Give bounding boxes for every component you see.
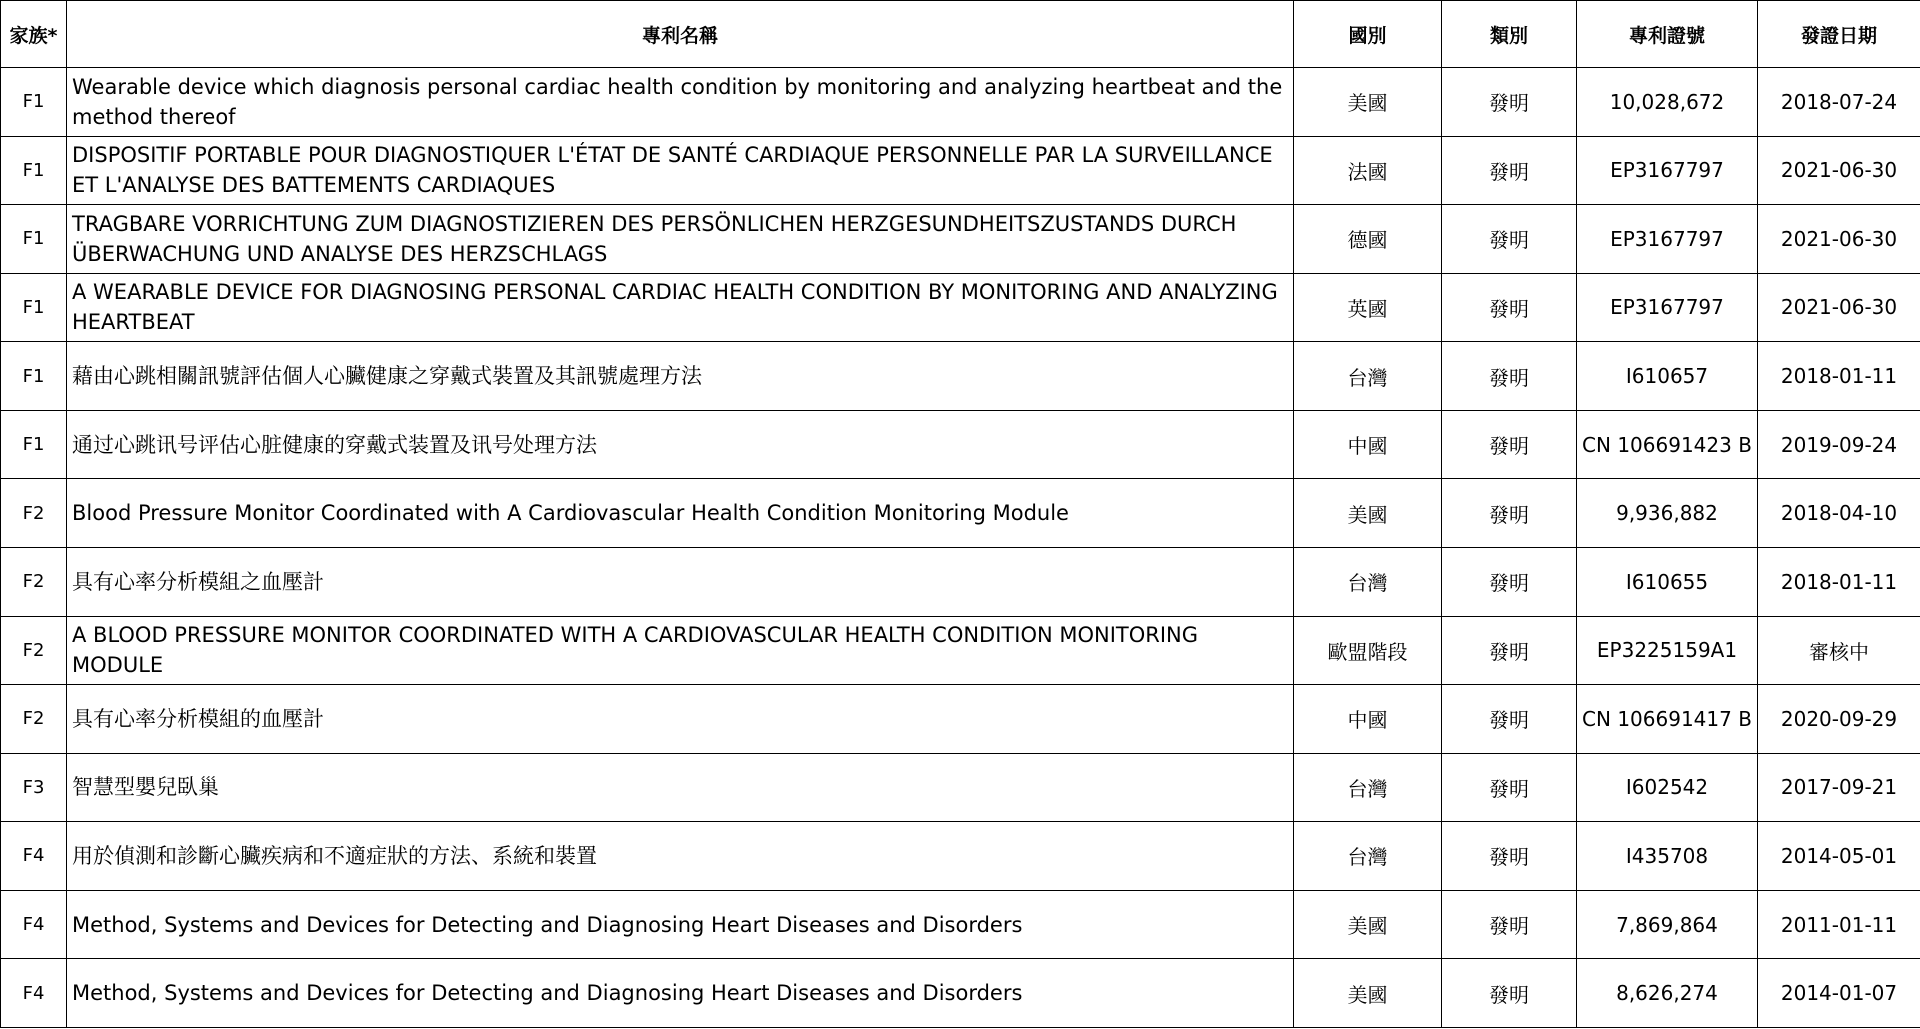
cell-date: 2017-09-21 (1758, 753, 1920, 822)
cell-date: 2019-09-24 (1758, 410, 1920, 479)
table-row (1, 410, 1920, 479)
cell-country: 台灣 (1294, 822, 1442, 891)
cell-patent-no: CN 106691417 B (1577, 685, 1758, 754)
table-body (1, 68, 1920, 1028)
cell-type: 發明 (1442, 136, 1577, 205)
cell-date: 2020-09-29 (1758, 685, 1920, 754)
table-row (1, 68, 1920, 137)
cell-family: F1 (1, 342, 67, 411)
cell-patent-no: I610657 (1577, 342, 1758, 411)
cell-title: Method, Systems and Devices for Detecting and Diagnosing Heart Diseases and Disorders (67, 890, 1294, 959)
header-date: 發證日期 (1758, 1, 1920, 68)
cell-patent-no: I602542 (1577, 753, 1758, 822)
cell-date: 2021-06-30 (1758, 136, 1920, 205)
cell-type: 發明 (1442, 68, 1577, 137)
cell-country: 台灣 (1294, 547, 1442, 616)
cell-title: 智慧型嬰兒臥巢 (67, 753, 1294, 822)
cell-patent-no: EP3167797 (1577, 273, 1758, 342)
cell-date: 2014-05-01 (1758, 822, 1920, 891)
table-row (1, 479, 1920, 548)
cell-patent-no: 7,869,864 (1577, 890, 1758, 959)
cell-family: F2 (1, 616, 67, 685)
cell-patent-no: I435708 (1577, 822, 1758, 891)
header-country: 國別 (1294, 1, 1442, 68)
cell-type: 發明 (1442, 479, 1577, 548)
cell-type: 發明 (1442, 616, 1577, 685)
cell-family: F2 (1, 479, 67, 548)
table-row (1, 685, 1920, 754)
cell-country: 英國 (1294, 273, 1442, 342)
cell-family: F1 (1, 205, 67, 274)
cell-title: DISPOSITIF PORTABLE POUR DIAGNOSTIQUER L'ÉTAT DE SANTÉ CARDIAQUE PERSONNELLE PAR LA SURVEILLANCE ET L'ANALYSE DES BATTEMENTS CARDIAQUES (67, 136, 1294, 205)
cell-country: 德國 (1294, 205, 1442, 274)
table-row (1, 616, 1920, 685)
cell-country: 美國 (1294, 890, 1442, 959)
cell-type: 發明 (1442, 685, 1577, 754)
cell-type: 發明 (1442, 822, 1577, 891)
table-row (1, 342, 1920, 411)
cell-title: Method, Systems and Devices for Detecting and Diagnosing Heart Diseases and Disorders (67, 959, 1294, 1028)
cell-date: 2018-04-10 (1758, 479, 1920, 548)
cell-title: Wearable device which diagnosis personal cardiac health condition by monitoring and analyzing heartbeat and the method thereof (67, 68, 1294, 137)
table-row (1, 205, 1920, 274)
header-family: 家族* (1, 1, 67, 68)
cell-family: F1 (1, 273, 67, 342)
cell-title: 用於偵測和診斷心臟疾病和不適症狀的方法、系統和裝置 (67, 822, 1294, 891)
cell-type: 發明 (1442, 273, 1577, 342)
cell-country: 中國 (1294, 410, 1442, 479)
cell-date: 2014-01-07 (1758, 959, 1920, 1028)
table-row (1, 753, 1920, 822)
cell-type: 發明 (1442, 410, 1577, 479)
cell-title: Blood Pressure Monitor Coordinated with A Cardiovascular Health Condition Monitoring Module (67, 479, 1294, 548)
cell-patent-no: EP3225159A1 (1577, 616, 1758, 685)
cell-title: 具有心率分析模組之血壓計 (67, 547, 1294, 616)
cell-type: 發明 (1442, 753, 1577, 822)
cell-family: F4 (1, 822, 67, 891)
cell-date: 2018-01-11 (1758, 547, 1920, 616)
cell-title: 藉由心跳相關訊號評估個人心臟健康之穿戴式裝置及其訊號處理方法 (67, 342, 1294, 411)
header-type: 類別 (1442, 1, 1577, 68)
cell-type: 發明 (1442, 342, 1577, 411)
table-row (1, 136, 1920, 205)
cell-country: 美國 (1294, 68, 1442, 137)
table-row (1, 959, 1920, 1028)
cell-patent-no: 9,936,882 (1577, 479, 1758, 548)
cell-patent-no: 8,626,274 (1577, 959, 1758, 1028)
cell-type: 發明 (1442, 205, 1577, 274)
cell-date: 2018-01-11 (1758, 342, 1920, 411)
cell-type: 發明 (1442, 959, 1577, 1028)
cell-patent-no: EP3167797 (1577, 136, 1758, 205)
cell-title: 具有心率分析模組的血壓計 (67, 685, 1294, 754)
cell-country: 台灣 (1294, 342, 1442, 411)
cell-family: F3 (1, 753, 67, 822)
cell-family: F2 (1, 685, 67, 754)
cell-title: A WEARABLE DEVICE FOR DIAGNOSING PERSONAL CARDIAC HEALTH CONDITION BY MONITORING AND ANALYZING HEARTBEAT (67, 273, 1294, 342)
cell-title: 通过心跳讯号评估心脏健康的穿戴式装置及讯号处理方法 (67, 410, 1294, 479)
cell-family: F4 (1, 890, 67, 959)
cell-family: F4 (1, 959, 67, 1028)
cell-patent-no: I610655 (1577, 547, 1758, 616)
cell-date: 審核中 (1758, 616, 1920, 685)
table-row (1, 547, 1920, 616)
table-row (1, 822, 1920, 891)
cell-date: 2021-06-30 (1758, 273, 1920, 342)
cell-title: A BLOOD PRESSURE MONITOR COORDINATED WITH A CARDIOVASCULAR HEALTH CONDITION MONITORING MODULE (67, 616, 1294, 685)
cell-family: F2 (1, 547, 67, 616)
cell-type: 發明 (1442, 547, 1577, 616)
table-row (1, 890, 1920, 959)
cell-country: 歐盟階段 (1294, 616, 1442, 685)
cell-date: 2018-07-24 (1758, 68, 1920, 137)
cell-country: 台灣 (1294, 753, 1442, 822)
cell-title: TRAGBARE VORRICHTUNG ZUM DIAGNOSTIZIEREN DES PERSÖNLICHEN HERZGESUNDHEITSZUSTANDS DURCH ÜBERWACHUNG UND ANALYSE DES HERZSCHLAGS (67, 205, 1294, 274)
header-title: 專利名稱 (67, 1, 1294, 68)
cell-country: 法國 (1294, 136, 1442, 205)
cell-patent-no: CN 106691423 B (1577, 410, 1758, 479)
header-patent-no: 專利證號 (1577, 1, 1758, 68)
cell-patent-no: EP3167797 (1577, 205, 1758, 274)
cell-country: 美國 (1294, 479, 1442, 548)
cell-family: F1 (1, 136, 67, 205)
cell-family: F1 (1, 410, 67, 479)
cell-country: 中國 (1294, 685, 1442, 754)
cell-date: 2021-06-30 (1758, 205, 1920, 274)
cell-family: F1 (1, 68, 67, 137)
table-row (1, 273, 1920, 342)
cell-patent-no: 10,028,672 (1577, 68, 1758, 137)
table-header-row (1, 1, 1920, 68)
cell-country: 美國 (1294, 959, 1442, 1028)
cell-date: 2011-01-11 (1758, 890, 1920, 959)
cell-type: 發明 (1442, 890, 1577, 959)
